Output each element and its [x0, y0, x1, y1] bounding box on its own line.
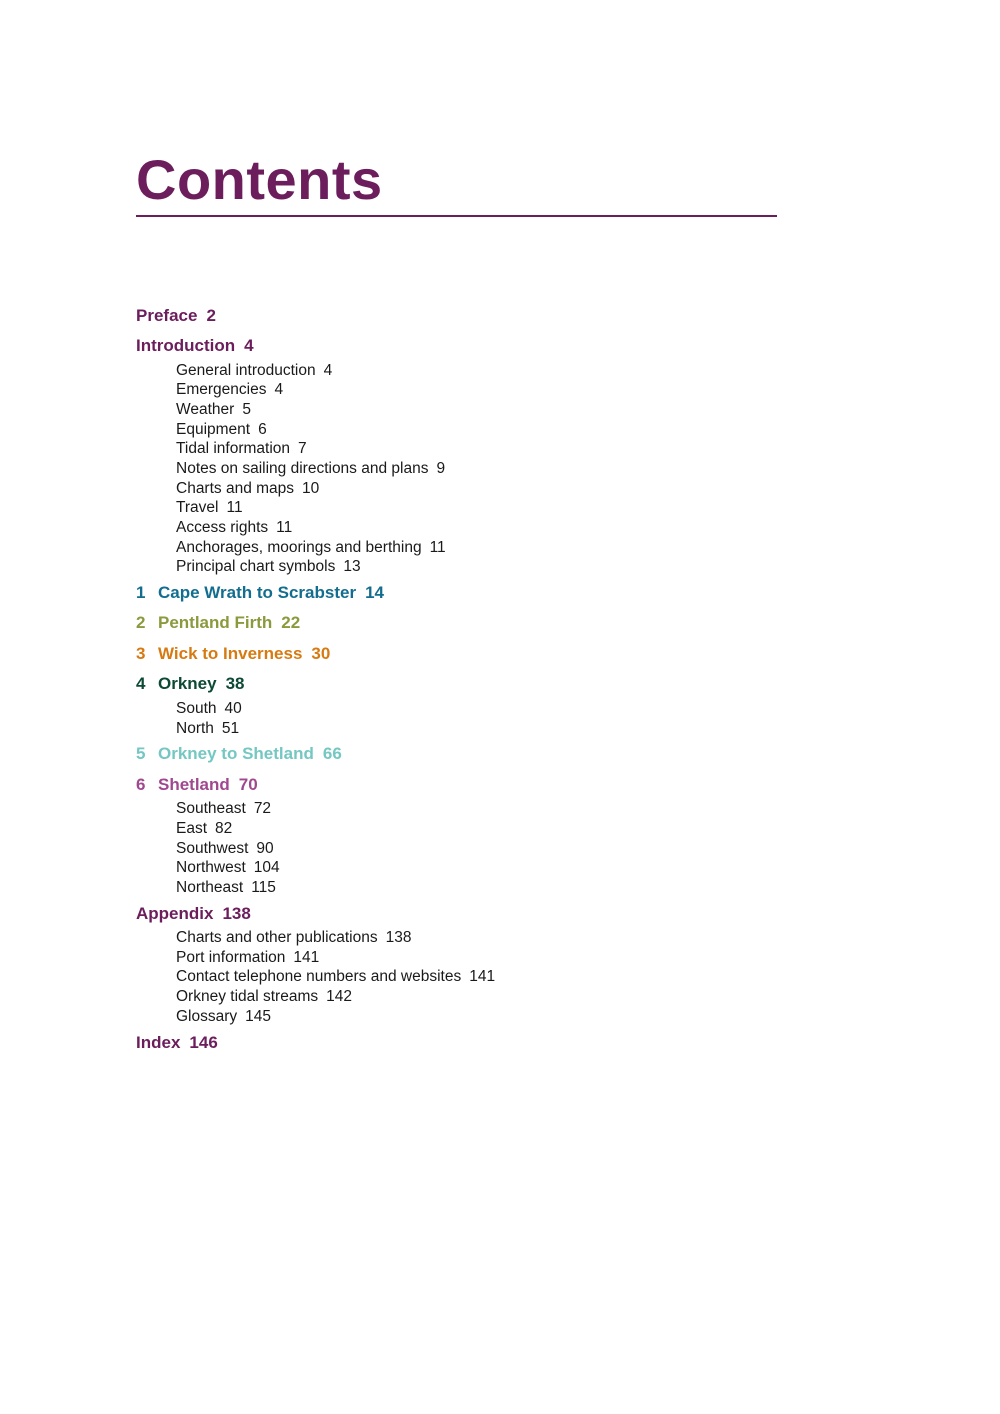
entry-page-number: 7 [298, 440, 307, 457]
entry-label: South [176, 700, 217, 717]
entry-page-number: 138 [385, 929, 412, 946]
entry-page-number: 11 [226, 499, 243, 516]
entry-label: Introduction [136, 336, 236, 355]
toc-section-entry [136, 775, 258, 795]
toc-section-entry [136, 744, 342, 764]
entry-label: Charts and maps [176, 480, 295, 497]
entry-page-number: 51 [221, 720, 240, 737]
entry-page-number: 2 [206, 306, 216, 325]
entry-label: Shetland [158, 775, 230, 794]
toc-section-entry [136, 674, 245, 694]
toc-subsection-entry [176, 538, 446, 557]
entry-page-number: 38 [225, 674, 245, 693]
entry-label: East [176, 820, 208, 837]
toc-subsection-entry [176, 1007, 271, 1026]
entry-label: Anchorages, moorings and berthing [176, 539, 422, 556]
toc-subsection-entry [176, 699, 242, 718]
entry-label: Contact telephone numbers and websites [176, 968, 462, 985]
entry-page-number: 4 [274, 381, 284, 398]
toc-subsection-entry [176, 719, 239, 738]
entry-label: Northeast [176, 879, 244, 896]
entry-label: Glossary [176, 1008, 238, 1025]
entry-label: Southeast [176, 800, 246, 817]
entry-page-number: 4 [244, 336, 254, 355]
section-number: 2 [136, 613, 146, 632]
entry-page-number: 11 [429, 539, 446, 556]
toc-subsection-entry [176, 518, 292, 537]
entry-page-number: 115 [251, 879, 276, 896]
entry-label: Appendix [136, 904, 214, 923]
toc-subsection-entry [176, 967, 495, 986]
entry-label: Notes on sailing directions and plans [176, 460, 429, 477]
toc-section-entry [136, 613, 300, 633]
entry-page-number: 142 [326, 988, 353, 1005]
entry-page-number: 72 [253, 800, 272, 817]
entry-page-number: 22 [281, 613, 301, 632]
toc-section-entry [136, 583, 384, 603]
entry-page-number: 138 [222, 904, 251, 923]
section-number: 3 [136, 644, 146, 663]
entry-label: Equipment [176, 421, 251, 438]
entry-label: Wick to Inverness [158, 644, 303, 663]
toc-subsection-entry [176, 799, 271, 818]
page-title: Contents [136, 148, 383, 211]
toc-subsection-entry [176, 928, 412, 947]
toc-subsection-entry [176, 439, 307, 458]
entry-page-number: 10 [302, 480, 320, 497]
toc-section-entry [136, 1033, 218, 1053]
entry-page-number: 82 [215, 820, 233, 837]
entry-page-number: 141 [293, 949, 320, 966]
section-number: 5 [136, 744, 146, 763]
entry-label: Cape Wrath to Scrabster [158, 583, 357, 602]
entry-page-number: 6 [258, 421, 267, 438]
entry-page-number: 14 [365, 583, 384, 602]
entry-page-number: 13 [343, 558, 361, 575]
toc-subsection-entry [176, 459, 445, 478]
title-rule [136, 215, 777, 217]
section-number: 4 [136, 674, 146, 693]
entry-label: Weather [176, 401, 235, 418]
toc-subsection-entry [176, 498, 243, 517]
toc-subsection-entry [176, 948, 319, 967]
entry-label: Index [136, 1033, 181, 1052]
entry-page-number: 145 [245, 1008, 272, 1025]
entry-label: Port information [176, 949, 286, 966]
toc-section-entry [136, 644, 330, 664]
toc-subsection-entry [176, 819, 232, 838]
toc-subsection-entry [176, 380, 283, 399]
entry-page-number: 66 [322, 744, 342, 763]
entry-page-number: 5 [242, 401, 251, 418]
entry-label: Tidal information [176, 440, 291, 457]
entry-label: Pentland Firth [158, 613, 273, 632]
entry-label: Southwest [176, 840, 249, 857]
entry-label: Charts and other publications [176, 929, 378, 946]
entry-label: Access rights [176, 519, 269, 536]
toc-subsection-entry [176, 878, 276, 897]
section-number: 1 [136, 583, 146, 602]
toc-section-entry [136, 306, 216, 326]
toc-subsection-entry [176, 839, 274, 858]
entry-page-number: 30 [311, 644, 331, 663]
toc-subsection-entry [176, 479, 319, 498]
toc-subsection-entry [176, 361, 332, 380]
section-number: 6 [136, 775, 146, 794]
toc-subsection-entry [176, 420, 267, 439]
toc-subsection-entry [176, 987, 352, 1006]
entry-label: Preface [136, 306, 198, 325]
entry-page-number: 9 [436, 460, 446, 477]
toc-subsection-entry [176, 400, 251, 419]
entry-label: Travel [176, 499, 219, 516]
toc-section-entry [136, 904, 251, 924]
entry-label: Orkney [158, 674, 217, 693]
entry-label: General introduction [176, 362, 316, 379]
entry-label: Orkney to Shetland [158, 744, 314, 763]
entry-page-number: 4 [323, 362, 333, 379]
toc-section-entry [136, 336, 254, 356]
entry-page-number: 70 [238, 775, 258, 794]
entry-page-number: 40 [224, 700, 242, 717]
entry-label: North [176, 720, 214, 737]
entry-page-number: 141 [469, 968, 496, 985]
entry-label: Northwest [176, 859, 246, 876]
entry-page-number: 146 [189, 1033, 218, 1052]
entry-label: Emergencies [176, 381, 267, 398]
entry-label: Principal chart symbols [176, 558, 336, 575]
toc-subsection-entry [176, 858, 280, 877]
entry-label: Orkney tidal streams [176, 988, 319, 1005]
toc-subsection-entry [176, 557, 361, 576]
entry-page-number: 11 [276, 519, 293, 536]
entry-page-number: 104 [253, 859, 280, 876]
entry-page-number: 90 [256, 840, 274, 857]
